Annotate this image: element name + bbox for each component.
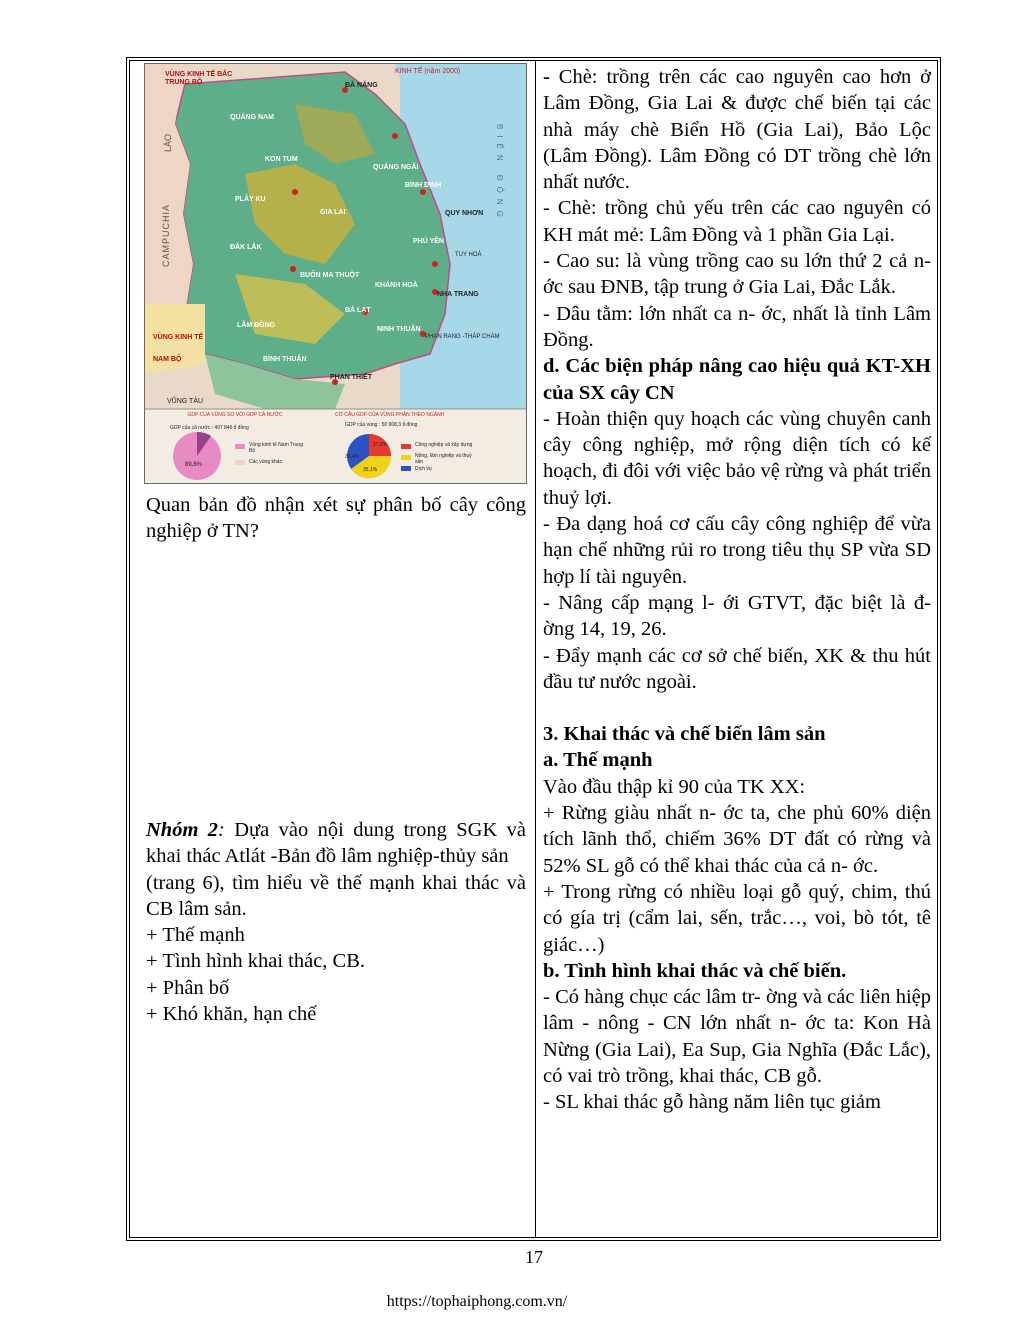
legend-pie1-item-1: Vùng kinh tế Nam Trung Bộ (249, 442, 303, 454)
rubber-paragraph: - Cao su: là vùng trồng cao su lớn thứ 2 cả n- ớc sau ĐNB, tập trung ở Gia Lai, Đắc Lắk. (543, 250, 931, 299)
section-b-heading: b. Tình hình khai thác và chế biến. (543, 959, 847, 982)
map-title: KINH TẾ (năm 2000) (395, 68, 461, 75)
legend-pie2-item-2: Nông, lâm nghiệp và thuỷ sản (415, 453, 472, 465)
map-label-plei-ku: PLÂY KU (235, 196, 266, 203)
group-2-intro (146, 817, 526, 870)
map-label-binh-dinh: BÌNH ĐỊNH (405, 182, 442, 189)
map-label-quang-ngai: QUẢNG NGÃI (373, 164, 419, 171)
map-label-vung-kinh-te: VÙNG KINH TẾ (153, 334, 204, 341)
map-label-buon-ma-thuot: BUÔN MA THUỘT (300, 272, 360, 279)
group-2-item: + Khó khăn, hạn chế (146, 1003, 317, 1026)
section-a-item: + Trong rừng có nhiều loại gỗ quý, chim, thú có gía trị (cẩm lai, sến, trắc…, voi, bò tót, tê giác…) (543, 880, 931, 956)
legend-pie1-title: GDP CỦA VÙNG SO VỚI GDP CẢ NƯỚC (187, 412, 283, 418)
footer-link[interactable]: https://tophaiphong.com.vn/ (386, 1293, 568, 1310)
legend-pie1-subtitle: GDP của cả nước : 497 846 tỉ đồng (170, 425, 249, 431)
group-2-item: + Phân bố (146, 976, 230, 999)
map-label-da-lat: ĐÀ LẠT (345, 307, 371, 314)
section-a-intro: Vào đầu thập kỉ 90 của TK XX: (543, 775, 806, 798)
map-label-dak-lak: ĐẮK LẮK (230, 244, 262, 251)
legend-pie2-value-1: 27,8% (373, 442, 388, 448)
legend-pie2-item-3: Dịch vụ (415, 466, 432, 472)
group-2-intro-text: Dựa vào nội dung trong SGK và khai thác Atlát -Bản đồ lâm nghiệp-thủy sản (146, 819, 526, 868)
page-number: 17 (525, 1247, 543, 1267)
tea-bullet: - (543, 66, 550, 88)
map-label-tuy-hoa: TUY HOÀ (455, 252, 482, 258)
map-label-binh-thuan: BÌNH THUẬN (263, 356, 307, 363)
legend-pie1-value: 89,8% (185, 462, 203, 468)
map-label-nha-trang: NHA TRANG (437, 291, 479, 298)
column-divider (535, 60, 536, 1238)
map-label-quang-nam: QUẢNG NAM (230, 114, 274, 121)
legend-pie2-subtitle: GDP của vùng : 50 908,3 tỉ đồng (345, 422, 418, 428)
legend-pie2-value-2: 36,4% (345, 454, 360, 460)
map-label-da-nang: ĐÀ NẴNG (345, 82, 378, 89)
map-label-campuchia: CAMPUCHIA (161, 204, 171, 268)
legend-pie2-title: CƠ CẤU GDP CỦA VÙNG PHÂN THEO NGÀNH (335, 412, 445, 418)
group-2-task (146, 817, 526, 1027)
tea-text-1: Chè: trồng trên các cao nguyên cao hơn ở Lâm Đồng, Gia Lai & được chế biến tại các nhà máy chè Biển Hồ (Gia Lai), Bảo Lộc (Lâm Đồng). Lâm Đồng có DT trồng chè lớn nhất nước. (543, 66, 931, 194)
map-label-gia-lai: GIA LAI (320, 209, 346, 216)
group-2-separator: : (218, 819, 225, 841)
mulberry-paragraph: - Dâu tằm: lớn nhất ca n- ớc, nhất là tỉnh Lâm Đồng. (543, 302, 931, 351)
map-label-vung-tau: VŨNG TÀU (167, 398, 204, 405)
legend-pie2-item-1: Công nghiệp và xây dựng (415, 442, 473, 448)
map-label-ninh-thuan: NINH THUẬN (377, 326, 421, 333)
map-label-phu-yen: PHÚ YÊN (413, 238, 444, 245)
map-label-khanh-hoa: KHÁNH HOÀ (375, 282, 418, 289)
map-label-phan-thiet: PHAN THIẾT (330, 374, 372, 381)
tea-paragraph-2: - Chè: trồng chủ yếu trên các cao nguyên có KH mát mẻ: Lâm Đồng và 1 phần Gia Lại. (543, 197, 931, 246)
section-d-item: - Hoàn thiện quy hoạch các vùng chuyên canh cây công nghiệp, mở rộng diện tích có kế hoạch, đi đôi với việc bảo vệ rừng và phát triển thuỷ lợi. (543, 407, 931, 509)
section-d-item: - Đẩy mạnh các cơ sở chế biến, XK & thu hút đầu tư nước ngoài. (543, 644, 931, 693)
group-2-item: + Thế mạnh (146, 924, 245, 947)
map-label-lao: LÀO (163, 134, 173, 153)
map-label-phan-rang: PHAN RANG -THÁP CHÀM (425, 334, 500, 340)
map-label-nam-bo: NAM BỘ (153, 356, 182, 363)
map-label-lam-dong: LÂM ĐỒNG (237, 322, 276, 329)
map-label-kon-tum: KON TUM (265, 156, 298, 163)
right-column-content (543, 64, 931, 1116)
section-d-item: - Đa dạng hoá cơ cấu cây công nghiệp để vừa hạn chế những rủi ro trong tiêu thụ SP vừa SD hợp lí tài nguyên. (543, 513, 931, 588)
section-a-heading: a. Thế mạnh (543, 749, 653, 772)
map-label-bien-dong: BIỂN ĐÔNG (495, 124, 504, 223)
section-a-item: + Rừng giàu nhất n- ớc ta, che phủ 60% diện tích lãnh thổ, chiếm 36% DT đất có rừng và 52% SL gỗ có thể khai thác của cả n- ớc. (543, 802, 931, 877)
section-b-item: - Có hàng chục các lâm tr- ờng và các liên hiệp lâm - nông - CN lớn nhất n- ớc ta: Kon Hà Nừng (Gia Lai), Ea Sup, Gia Nghĩa (Đắc Lắc), có vai trò trồng, khai thác, CB gỗ. (543, 986, 931, 1087)
map-label-region-north: VÙNG KINH TẾ BẮC TRUNG BỘ (165, 71, 233, 86)
section-b-item: - SL khai thác gỗ hàng năm liên tục giảm (543, 1091, 881, 1114)
section-d-item: - Nâng cấp mạng l- ới GTVT, đặc biệt là đ- ờng 14, 19, 26. (543, 591, 931, 641)
economic-map-image (144, 63, 527, 484)
map-label-quy-nhon: QUY NHƠN (445, 210, 484, 217)
tea-paragraph-1 (543, 64, 931, 195)
group-2-page-ref: (trang 6), tìm hiểu về thế mạnh khai thác và CB lâm sản. (146, 871, 526, 920)
map-question-text: Quan bản đồ nhận xét sự phân bố cây công nghiệp ở TN? (146, 494, 526, 543)
legend-pie1-item-2: Các vùng khác (249, 459, 283, 465)
section-3-heading: 3. Khai thác và chế biến lâm sản (543, 723, 826, 746)
group-2-label: Nhóm 2 (146, 819, 219, 841)
map-question (146, 492, 526, 545)
group-2-item: + Tình hình khai thác, CB. (146, 950, 366, 973)
section-d-heading: d. Các biện pháp nâng cao hiệu quả KT-XH của SX cây CN (543, 355, 931, 404)
legend-pie2-value-3: 35,1% (363, 467, 378, 473)
